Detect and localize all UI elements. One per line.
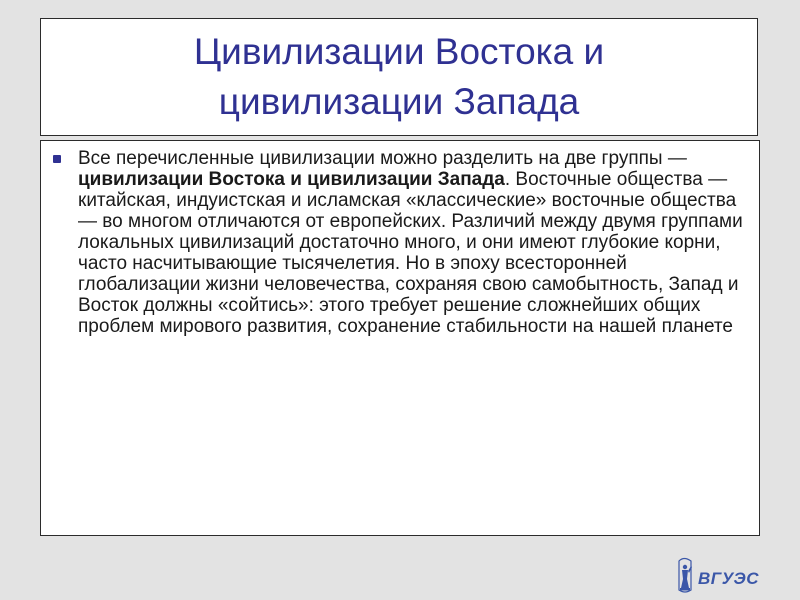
slide-title — [194, 27, 604, 127]
body-text-part-2: . Восточные общества — китайская, индуистская и исламская «классические» восточные общества — во многом отличаются от европейских. Различий между двумя группами локальных цивилизаций достаточно много, и они имеют глубокие корни, часто насчитывающие тысячелетия. Но в эпоху всесторонней глобализации жизни человечества, сохраняя свою самобытность, Запад и Восток должны «сойтись»: этого требует решение сложнейших общих проблем мирового развития, сохранение стабильности на нашей планете — [78, 169, 743, 337]
slide-title-line-1: Цивилизации Востока и — [193, 31, 605, 72]
university-logo — [676, 557, 776, 595]
title-box — [40, 18, 758, 136]
content-box — [40, 140, 760, 536]
body-paragraph — [78, 148, 753, 337]
body-text-bold: цивилизации Востока и цивилизации Запада — [78, 169, 505, 190]
body-text-part-1: Все перечисленные цивилизации можно разделить на две группы — — [78, 148, 687, 169]
slide-title-line-2: цивилизации Запада — [218, 81, 580, 122]
statue-emblem-icon — [679, 559, 692, 593]
logo-text: ВГУЭС — [698, 569, 759, 588]
bullet-square-icon — [53, 155, 61, 163]
